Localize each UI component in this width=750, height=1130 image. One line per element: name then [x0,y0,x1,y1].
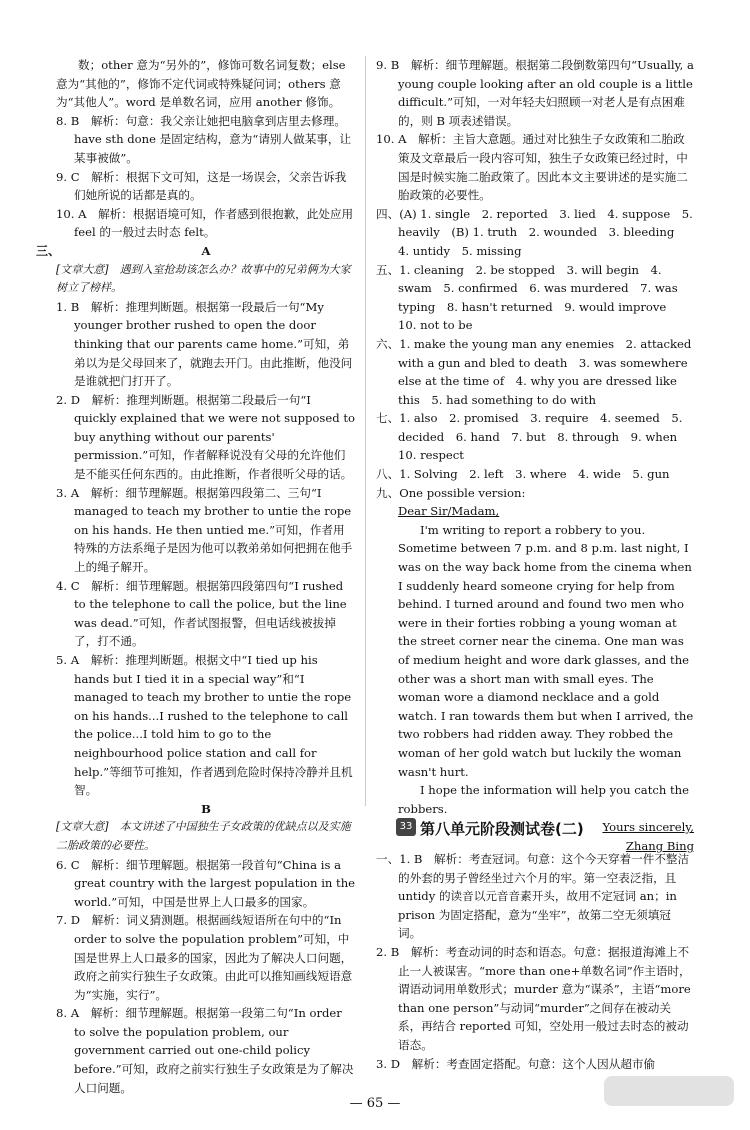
right-paragraph: 七、1. also 2. promised 3. require 4. seemed 5. decided 6. hand 7. but 8. through 9. when 10. respect [376,411,689,463]
right-paragraph: 四、(A) 1. single 2. reported 3. lied 4. suppose 5. heavily (B) 1. truth 2. wounded 3. bleeding 4. untidy 5. missing [376,206,693,258]
unit-answer-paragraph: 2. B 解析：考查动词的时态和语态。句意：据报道海滩上不止一人被谋害。“more than one+单数名词”作主语时，谓语动词用单数形式；murder 意为“谋杀”，主语“more than one person”与动词“murder”之间存在被动关系，再结合 reported 可知，空处用一般过去时态的被动语态。 [376,944,691,1052]
left-paragraph: 3. A 解析：细节理解题。根据第四段第二、三句“I managed to teach my brother to untie the rope on his hands. He then untied me.”可知，作者用特殊的方法系绳子是因为他可以教弟弟如何把拥在他手上的绳子解开。 [56,485,353,575]
section-three-label: 三、 [36,244,61,258]
right-paragraph: 八、1. Solving 2. left 3. where 4. wide 5. gun [376,467,670,482]
unit-answers [376,850,694,1073]
left-paragraph: A [201,243,211,258]
unit-answer-paragraph: 3. D 解析：考查固定搭配。句意：这个人因从超市偷 [376,1056,656,1071]
left-paragraph: 9. C 解析：根据下文可知，这是一场误会，父亲告诉我们她所说的话都是真的。 [56,169,347,203]
right-paragraph: Yours sincerely, [602,820,694,835]
right-paragraph: Zhang Bing [625,838,694,853]
left-paragraph: 1. B 解析：推理判断题。根据第一段最后一句“My younger brother rushed to open the door thinking that our parents came home.”可知，弟弟以为是父母回来了，就跑去开门。由此推断，他没问是谁就把门打开了。 [56,299,353,389]
right-paragraph: 10. A 解析：主旨大意题。通过对比独生子女政策和二胎政策及文章最后一段内容可知，独生子女政策已经过时，中国是时候实施二胎政策了。因此本文主要讲述的是实施二胎政策的必要性。 [376,132,688,203]
left-paragraph: [文章大意] 本文讲述了中国独生子女政策的优缺点以及实施二胎政策的必要性。 [56,820,351,852]
left-paragraph: 2. D 解析：推理判断题。根据第二段最后一句“I quickly explained that we were not supposed to buy anything without our parents' permission.”可知，作者解释说没有父母的允许他们是不能买任何东西的。由此推断，作者很听父母的话。 [56,392,355,482]
right-paragraph: 9. B 解析：细节理解题。根据第二段倒数第四句“Usually, a young couple looking after an old couple is a little difficult.”可知，一对年轻夫妇照顾一对老人是有点困难的，则 B 项表述错误。 [376,58,694,128]
left-paragraph: 10. A 解析：根据语境可知，作者感到很抱歉，此处应用 feel 的一般过去时态 felt。 [56,206,354,240]
left-paragraph: [文章大意] 遇到入室抢劫该怎么办？故事中的兄弟俩为大家树立了榜样。 [56,262,351,295]
right-paragraph: I hope the information will help you catch the robbers. [398,783,689,816]
left-paragraph: 5. A 解析：推理判断题。根据文中“I tied up his hands but I tied it in a special way”和“I managed to teach my brother to untie the rope on his hands...I rushed to the telephone to call the police...I told him to go to the neighbourhood police station and call for help.”等细节可推知，作者遇到危险时保持冷静并且机智。 [56,653,353,798]
page-number: — 65 — [349,1096,401,1111]
left-paragraph: 8. B 解析：句意：我父亲让她把电脑拿到店里去修理。have sth done 是固定结构，意为“请别人做某事，让某事被做”。 [56,113,352,165]
left-paragraph: 6. C 解析：细节理解题。根据第一段首句“China is a great country with the largest population in the world.”可知，中国是世界上人口最多的国家。 [56,857,356,909]
column-divider [365,56,366,806]
watermark-logo [600,1070,740,1125]
right-paragraph: Dear Sir/Madam, [398,504,500,519]
left-paragraph: B [201,801,211,816]
left-column [56,56,356,1097]
right-column [376,56,694,856]
right-paragraph: 六、1. make the young man any enemies 2. attacked with a gun and bled to death 3. was somewhere else at the time of 4. why you are dressed like this 5. had something to do with [376,336,692,407]
right-paragraph: 九、One possible version: [376,485,526,500]
left-paragraph: 4. C 解析：细节理解题。根据第四段第四句“I rushed to the telephone to call the police, but the line was dead.”可知，作者试图报警，但电话线被拔掉了，打不通。 [56,578,347,649]
right-paragraph: I'm writing to report a robbery to you. Sometime between 7 p.m. and 8 p.m. last night, I was on the way back home from the cinema when I suddenly heard someone crying for help from behind. I turned around and found two men who were in their forties robbing a young woman at the street corner near the cinema. One man was of medium height and wore dark glasses, and the other was a short man with small eyes. The woman wore a diamond necklace and a gold watch. I ran towards them but when I arrived, the two robbers had ridden away. They robbed the woman of her gold watch but luckily the woman wasn't hurt. [398,522,694,779]
right-paragraph: 五、1. cleaning 2. be stopped 3. will begin 4. swam 5. confirmed 6. was murdered 7. was typing 8. hasn't returned 9. would improve 10. not to be [376,262,678,333]
left-paragraph: 8. A 解析：细节理解题。根据第一段第二句“In order to solve the population problem, our government carried out one-child policy before.”可知，政府之前实行独生子女政策是为了解决人口问题。 [56,1006,354,1095]
unit-answer-paragraph: 一、1. B 解析：考查冠词。句意：这个今天穿着一件不整洁的外套的男子曾经坐过六个月的牢。第一空表泛指，且 untidy 的读音以元音音素开头，故用不定冠词 an；in prison 为固定搭配，意为“坐牢”，故第二空无须填冠词。 [376,852,690,941]
left-paragraph: 数；other 意为“另外的”，修饰可数名词复数；else 意为“其他的”，修饰不定代词或特殊疑问词；others 意为“其他人”。word 是单数名词，应用 another 修饰。 [56,58,346,110]
left-paragraph: 7. D 解析：词义猜测题。根据画线短语所在句中的“In order to solve the population problem”可知，中国是世界上人口最多的国家，因此为了解决人口问题，政府之前实行独生子女政策。由此可以推知画线短语意为“实施，实行”。 [56,913,353,1002]
unit-badge: 33 [396,818,416,836]
unit-title: 第八单元阶段测试卷(二) [420,820,584,838]
